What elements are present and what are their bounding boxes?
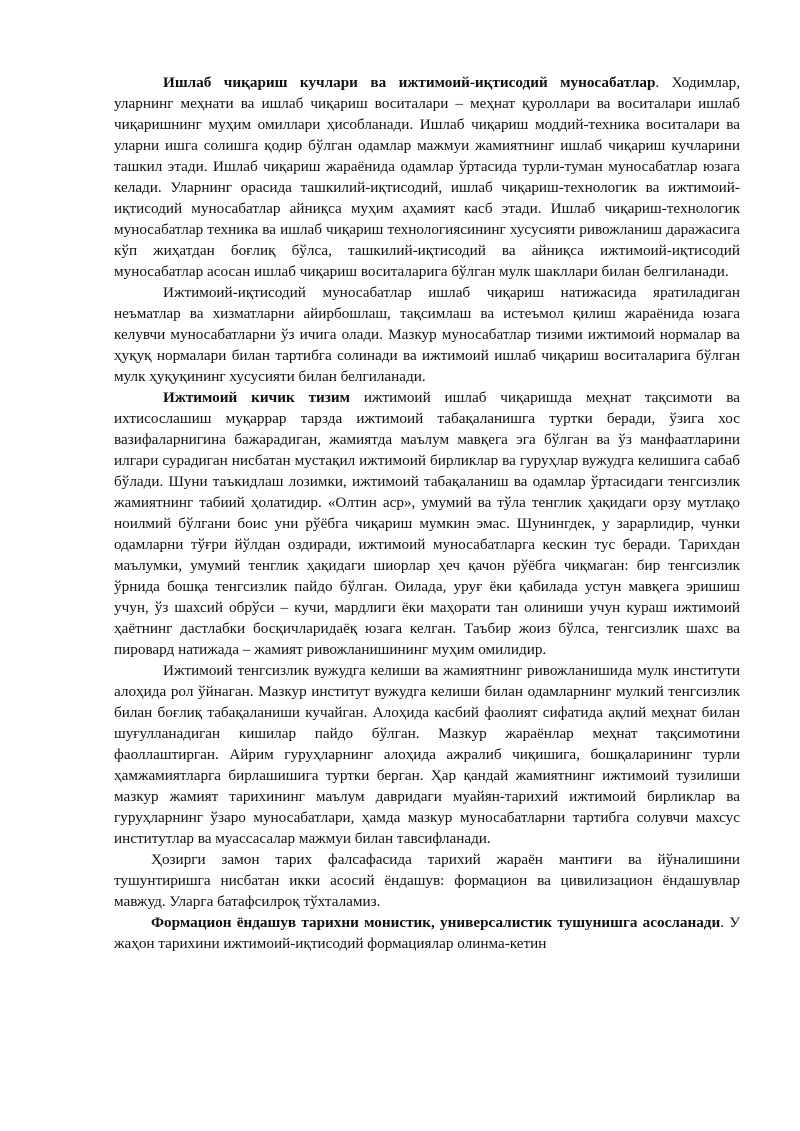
paragraph-social-inequality bbox=[114, 660, 740, 849]
paragraph-text: Ижтимоий тенгсизлик вужудга келиши ва жамиятнинг ривожланишида мулк институти алоҳида рол ўйнаган. Мазкур институт вужудга келиши билан одамларнинг мулкий тенгсизлик билан боғлиқ табақаланиши кучайган. Алоҳида касбий фаолият сифатида ақлий меҳнат билан шуғулланадиган кишилар пайдо бўлган. Мазкур жараёнлар меҳнат тақсимотини фаоллаштирган. Айрим гуруҳларнинг алоҳида ажралиб чиқишига, бошқаларининг турли ҳамжамиятларга бирлашишига туртки берган. Ҳар қандай жамиятнинг ижтимоий тузилиши мазкур жамият тарихининг маълум давридаги муайян-тарихий ижтимоий бирликлар ва гуруҳларнинг ўзаро муносабатлари, ҳамда мазкур муносабатларни тартибга солувчи махсус институтлар ва муассасалар мажмуи билан тавсифланади. bbox=[114, 662, 740, 847]
paragraph-production-forces bbox=[114, 72, 740, 282]
paragraph-lead: Ижтимоий кичик тизим bbox=[163, 389, 350, 406]
paragraph-text: ижтимоий ишлаб чиқаришда меҳнат тақсимоти ва ихтисослашиш муқаррар тарзда ижтимоий табақаланишга туртки беради, ўзига хос вазифаларнигина бажарадиган, жамиятда маълум мавқега эга бўлган ва ўз манфаатларини илгари сурадиган нисбатан мустақил ижтимоий бирликлар ва гуруҳлар вужудга келишига сабаб бўлади. Шуни таъкидлаш лозимки, ижтимоий табақаланиш ва одамлар ўртасидаги тенгсизлик жамиятнинг табиий ҳолатидир. «Олтин аср», умумий ва тўла тенглик ҳақидаги орзу мутлақо ноилмий бўлгани боис уни рўёбга чиқариш мумкин эмас. Шунингдек, у зарарлидир, чунки одамларни тўғри йўлдан оздиради, ижтимоий муносабатларга кескин тус беради. Тарихдан маълумки, умумий тенглик ҳақидаги шиорлар ҳеч қачон рўёбга чиқмаган: бир тенгсизлик ўрнида бошқа тенгсизлик пайдо бўлган. Оилада, уруғ ёки қабилада устун мавқега эришиш учун, ўз шахсий обрўси – кучи, мардлиги ёки маҳорати тан олиниши учун кураш ижтимоий ҳаётнинг дастлабки босқичларидаёқ юзага келган. Таъбир жоиз бўлса, тенгсизлик шахс ва пировард натижада – жамият ривожланишининг муҳим омилидир. bbox=[114, 389, 740, 658]
paragraph-text: Ижтимоий-иқтисодий муносабатлар ишлаб чиқариш натижасида яратиладиган неъматлар ва хизматларни айирбошлаш, тақсимлаш ва истеъмол қилиш жараёнида юзага келувчи муносабатларни ўз ичига олади. Мазкур муносабатлар тизими ижтимоий нормалар ва ҳуқуқ нормалари билан тартибга солинади ва ижтимоий ишлаб чиқариш воситаларига бўлган мулк ҳуқуқининг хусусияти билан белгиланади. bbox=[114, 284, 740, 385]
paragraph-two-approaches bbox=[114, 849, 740, 912]
paragraph-text: . Ходимлар, уларнинг меҳнати ва ишлаб чиқариш воситалари – меҳнат қуроллари ва воситалари ишлаб чиқаришнинг муҳим омиллари ҳисобланади. Ишлаб чиқариш моддий-техника воситалари ва уларни ишга солишга қодир бўлган одамлар мажмуи жамиятнинг ишлаб чиқариш кучларини ташкил этади. Ишлаб чиқариш жараёнида одамлар ўртасида турли-туман муносабатлар юзага келади. Уларнинг орасида ташкилий-иқтисодий, ишлаб чиқариш-технологик ва ижтимоий-иқтисодий муносабатлар айниқса муҳим аҳамият касб этади. Ишлаб чиқариш-технологик муносабатлар техника ва ишлаб чиқариш технологиясининг хусусияти ривожланиш даражасига кўп жиҳатдан боғлиқ бўлса, ташкилий-иқтисодий ва айниқса ижтимоий-иқтисодий муносабатлар асосан ишлаб чиқариш воситаларига бўлган мулк шакллари билан белгиланади. bbox=[114, 74, 740, 280]
paragraph-lead: Формацион ёндашув тарихни монистик, универсалистик тушунишга асосланади bbox=[151, 914, 721, 931]
paragraph-social-subsystem bbox=[114, 387, 740, 660]
paragraph-text: . У жаҳон тарихини ижтимоий-иқтисодий формациялар олинма-кетин bbox=[114, 914, 740, 952]
paragraph-formational-approach bbox=[114, 912, 740, 954]
paragraph-socio-economic-relations bbox=[114, 282, 740, 387]
paragraph-text: Ҳозирги замон тарих фалсафасида тарихий жараён мантиғи ва йўналишини тушунтиришга нисбатан икки асосий ёндашув: формацион ва цивилизацион ёндашувлар мавжуд. Уларга батафсилроқ тўхталамиз. bbox=[114, 851, 740, 910]
paragraph-lead: Ишлаб чиқариш кучлари ва ижтимоий-иқтисодий муносабатлар bbox=[163, 74, 656, 91]
document-page bbox=[114, 72, 740, 954]
